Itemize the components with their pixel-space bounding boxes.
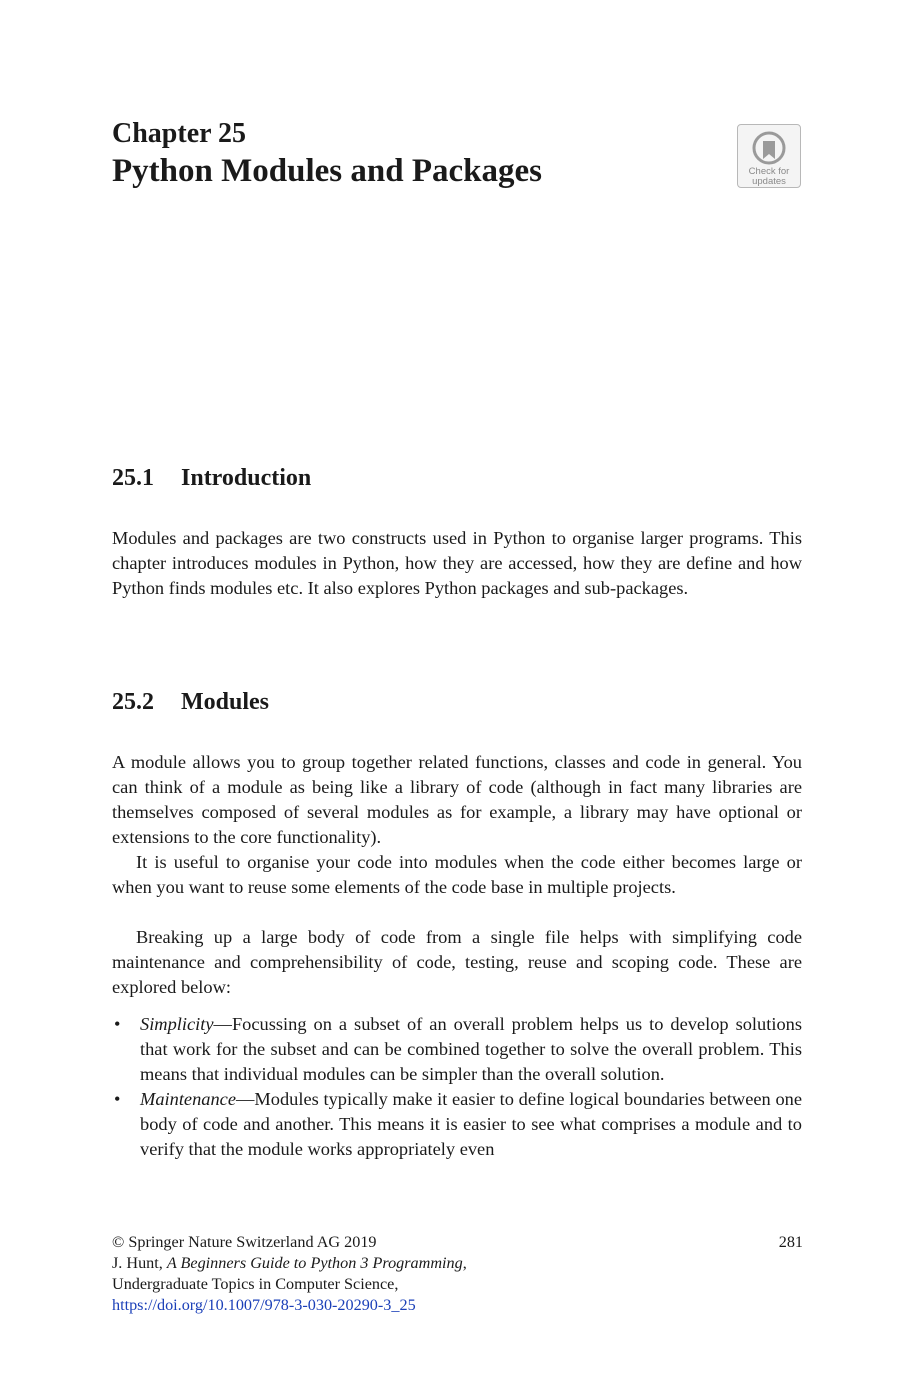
bullet-term: Simplicity [140, 1014, 214, 1034]
section-title: Introduction [181, 465, 312, 491]
list-item: • Simplicity—Focussing on a subset of an overall problem helps us to develop solutions that work for the subset and can be combined together to solve the overall problem. This means that individual modules can be simpler than the overall solution. [114, 1014, 802, 1084]
page-number: 281 [778, 1233, 803, 1251]
badge-text [749, 167, 790, 187]
bullet-text: Focussing on a subset of an overall problem helps us to develop solutions that work for the subset and can be combined together to solve the overall problem. This means that individual modules can be simpler than the overall solution. [140, 1014, 802, 1084]
section-number: 25.1 [112, 465, 154, 491]
section-title: Modules [181, 689, 270, 715]
section-heading-introduction [112, 464, 311, 492]
bullet-text: Modules typically make it easier to define logical boundaries between one body of code and another. This means it is easier to see what comprises a module and to verify that the module works appropriately even [140, 1089, 802, 1159]
copyright: © Springer Nature Switzerland AG 2019 [112, 1233, 377, 1251]
chapter-label: Chapter 25 [112, 118, 247, 149]
doi-link[interactable]: https://doi.org/10.1007/978-3-030-20290-3_25 [112, 1296, 416, 1314]
citation-line: J. Hunt, A Beginners Guide to Python 3 Programming, [112, 1254, 467, 1272]
chapter-title: Python Modules and Packages [112, 153, 542, 189]
modules-paragraph-1: A module allows you to group together related functions, classes and code in general. You can think of a module as being like a library of code (although in fact many libraries are themselves composed of several modules as for example, a library may have optional or extensions to the core functionality). [112, 752, 802, 847]
series: Undergraduate Topics in Computer Science, [112, 1275, 399, 1293]
bullet-icon: • [114, 1089, 121, 1109]
list-item: • Maintenance—Modules typically make it easier to define logical boundaries between one body of code and another. This means it is easier to see what comprises a module and to verify that the module works appropriately even [114, 1089, 802, 1159]
book-title: A Beginners Guide to Python 3 Programming [166, 1254, 463, 1272]
intro-paragraph: Modules and packages are two constructs used in Python to organise larger programs. This chapter introduces modules in Python, how they are accessed, how they are define and how Python finds modules etc. It also explores Python packages and sub-packages. [112, 528, 802, 598]
bullet-list [112, 1012, 802, 1162]
check-for-updates-icon [752, 131, 786, 165]
modules-paragraph-2: It is useful to organise your code into modules when the code either becomes large or when you want to reuse some elements of the code base in multiple projects. [112, 852, 802, 897]
bullet-term: Maintenance [140, 1089, 237, 1109]
badge-line-2: updates [752, 176, 786, 187]
bullet-icon: • [114, 1014, 121, 1034]
footer-citation [112, 1232, 467, 1316]
section-number: 25.2 [112, 689, 154, 715]
check-for-updates-badge[interactable] [737, 124, 801, 188]
badge-line-1: Check for [748, 166, 790, 177]
section-heading-modules [112, 688, 269, 716]
modules-paragraph-3: Breaking up a large body of code from a single file helps with simplifying code maintenance and comprehensibility of code, testing, reuse and scoping code. These are explored below: [112, 927, 802, 997]
